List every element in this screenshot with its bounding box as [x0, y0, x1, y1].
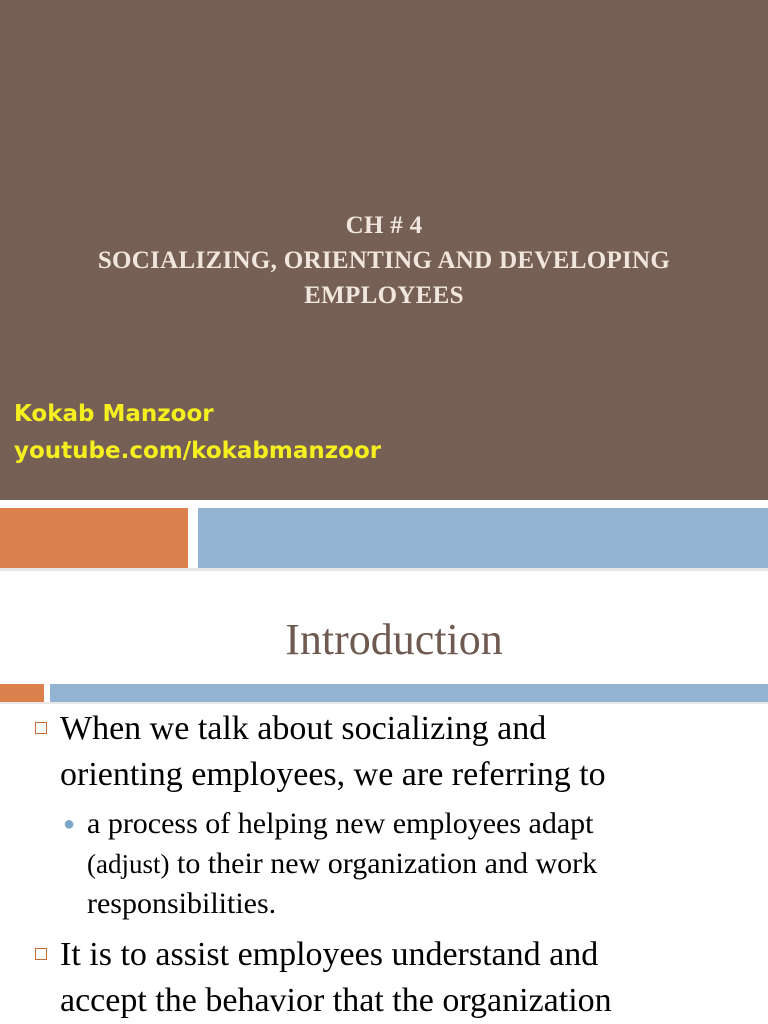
bullet-1-line-2: orienting employees, we are referring to	[60, 756, 606, 793]
accent-bar-shadow	[0, 568, 768, 571]
channel-link: youtube.com/kokabmanzoor	[14, 438, 382, 464]
title-line-3: EMPLOYEES	[304, 282, 464, 309]
heading-bar-shadow	[0, 702, 768, 704]
square-bullet-icon	[35, 948, 47, 960]
author-name: Kokab Manzoor	[14, 401, 214, 427]
slide-title	[0, 208, 768, 313]
author-block	[14, 396, 381, 470]
bullet-1-line-1: When we talk about socializing and	[60, 710, 547, 747]
sub-bullet-item-1	[63, 804, 747, 924]
sub-bullet-line-3: responsibilities.	[87, 887, 277, 920]
heading-bar-blue	[50, 684, 768, 702]
bullet-item-2	[60, 932, 760, 1024]
accent-bar-orange	[0, 508, 188, 568]
accent-bar-blue	[198, 508, 768, 568]
title-line-2: SOCIALIZING, ORIENTING AND DEVELOPING	[97, 247, 671, 274]
content-heading: Introduction	[285, 615, 503, 664]
square-bullet-icon	[35, 722, 47, 734]
bullet-item-1	[60, 706, 760, 798]
title-slide	[0, 0, 768, 500]
bullet-2-line-1: It is to assist employees understand and	[60, 936, 599, 973]
round-bullet-icon: ●	[63, 813, 76, 835]
heading-bar-orange	[0, 684, 44, 702]
bullet-2-line-2: accept the behavior that the organization	[60, 982, 612, 1019]
sub-bullet-line-2-rest: to their new organization and work	[169, 847, 598, 880]
sub-bullet-line-2	[87, 844, 747, 884]
sub-bullet-paren: (adjust)	[87, 849, 170, 879]
sub-bullet-line-1: a process of helping new employees adapt	[87, 807, 594, 840]
title-line-1: CH # 4	[345, 212, 423, 239]
